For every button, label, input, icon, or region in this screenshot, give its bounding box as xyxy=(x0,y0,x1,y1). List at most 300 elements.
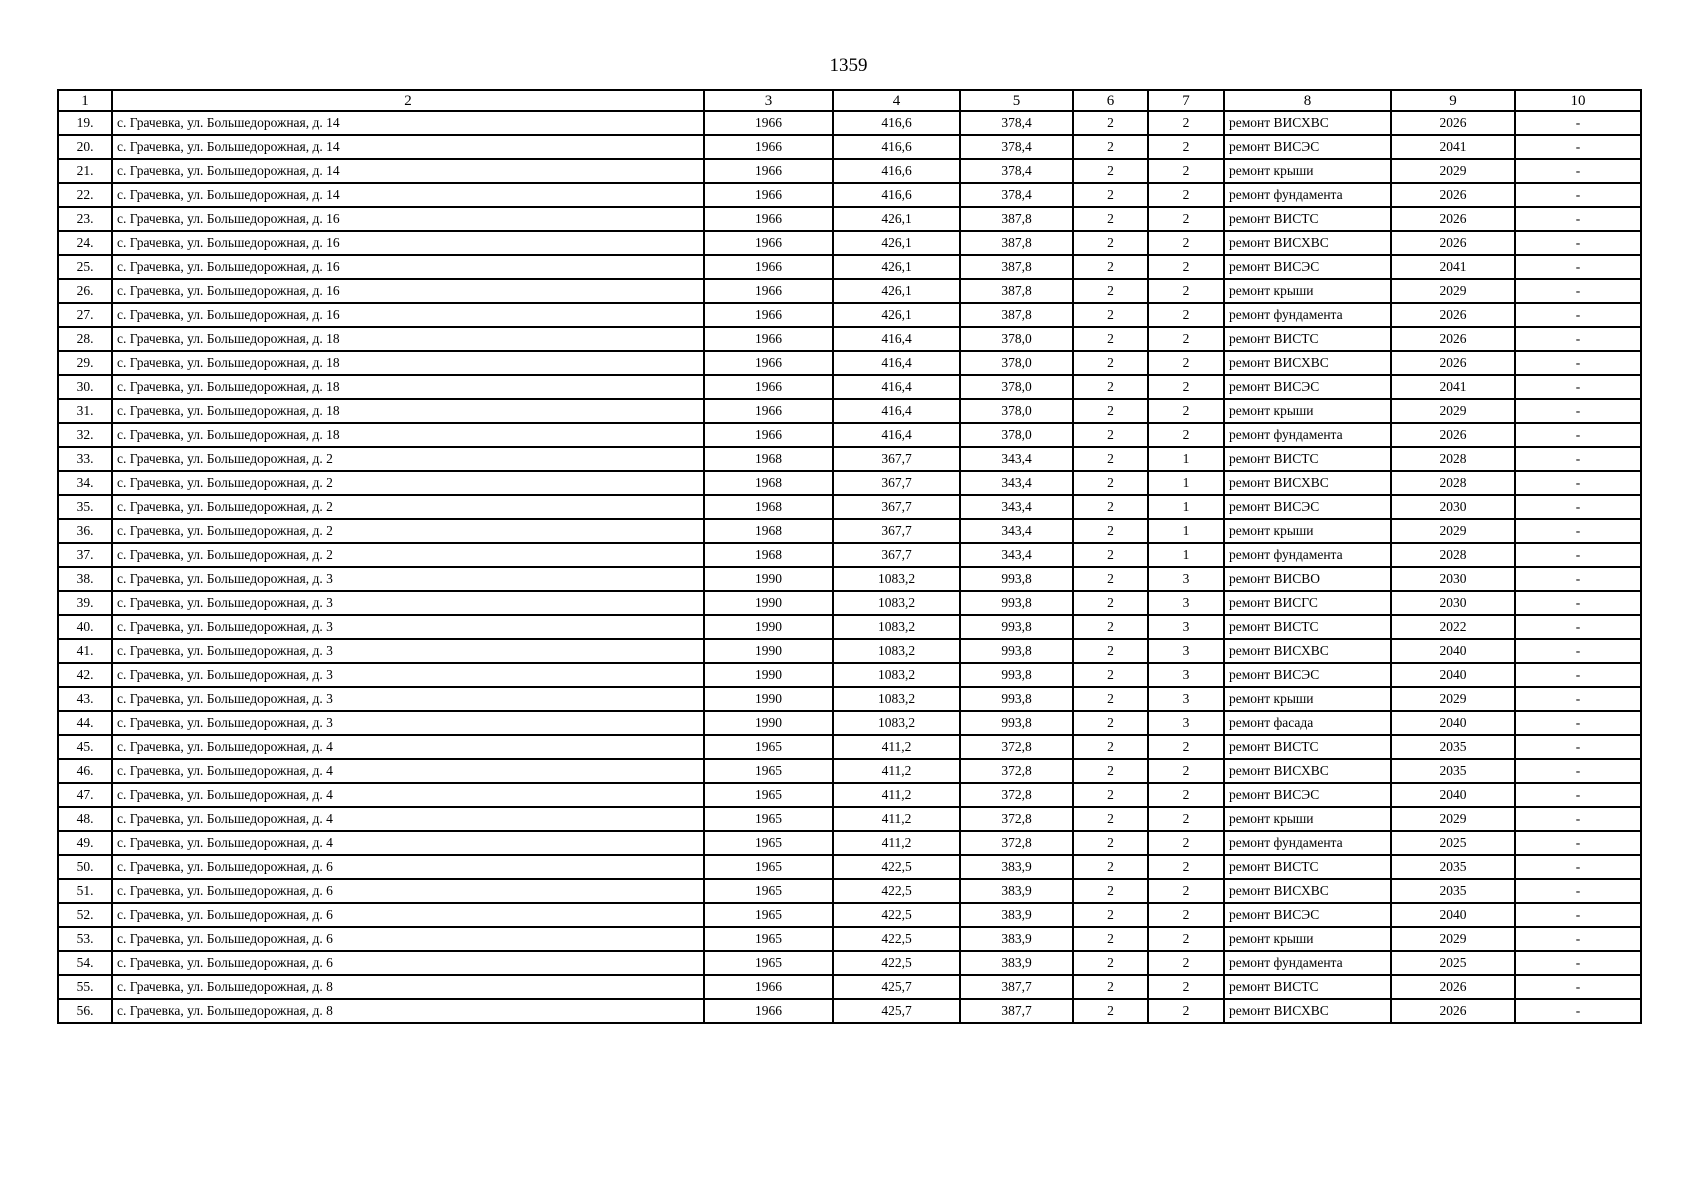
address-cell: с. Грачевка, ул. Большедорожная, д. 14 xyxy=(112,159,704,183)
note-cell: - xyxy=(1515,111,1641,135)
total-area-cell: 416,4 xyxy=(833,351,960,375)
note-cell: - xyxy=(1515,903,1641,927)
entrances-cell: 3 xyxy=(1148,567,1224,591)
column-header: 1 xyxy=(58,90,112,111)
column-header: 9 xyxy=(1391,90,1515,111)
planned-year-cell: 2030 xyxy=(1391,591,1515,615)
entrances-cell: 2 xyxy=(1148,327,1224,351)
planned-year-cell: 2028 xyxy=(1391,543,1515,567)
floors-cell: 2 xyxy=(1073,663,1148,687)
living-area-cell: 378,0 xyxy=(960,351,1073,375)
build-year-cell: 1965 xyxy=(704,783,833,807)
entrances-cell: 3 xyxy=(1148,687,1224,711)
address-cell: с. Грачевка, ул. Большедорожная, д. 16 xyxy=(112,303,704,327)
row-number-cell: 40. xyxy=(58,615,112,639)
planned-year-cell: 2026 xyxy=(1391,183,1515,207)
table-body xyxy=(58,111,1641,1023)
build-year-cell: 1965 xyxy=(704,879,833,903)
row-number-cell: 30. xyxy=(58,375,112,399)
repair-type-cell: ремонт фундамента xyxy=(1224,423,1391,447)
planned-year-cell: 2026 xyxy=(1391,303,1515,327)
planned-year-cell: 2026 xyxy=(1391,423,1515,447)
living-area-cell: 993,8 xyxy=(960,567,1073,591)
note-cell: - xyxy=(1515,375,1641,399)
floors-cell: 2 xyxy=(1073,807,1148,831)
total-area-cell: 411,2 xyxy=(833,831,960,855)
repair-type-cell: ремонт фундамента xyxy=(1224,831,1391,855)
build-year-cell: 1968 xyxy=(704,447,833,471)
table-row xyxy=(58,567,1641,591)
total-area-cell: 425,7 xyxy=(833,975,960,999)
table-row xyxy=(58,543,1641,567)
row-number-cell: 29. xyxy=(58,351,112,375)
row-number-cell: 48. xyxy=(58,807,112,831)
total-area-cell: 1083,2 xyxy=(833,687,960,711)
address-cell: с. Грачевка, ул. Большедорожная, д. 4 xyxy=(112,735,704,759)
floors-cell: 2 xyxy=(1073,447,1148,471)
row-number-cell: 52. xyxy=(58,903,112,927)
build-year-cell: 1968 xyxy=(704,495,833,519)
repair-type-cell: ремонт ВИСЭС xyxy=(1224,495,1391,519)
planned-year-cell: 2030 xyxy=(1391,567,1515,591)
note-cell: - xyxy=(1515,711,1641,735)
planned-year-cell: 2025 xyxy=(1391,951,1515,975)
address-cell: с. Грачевка, ул. Большедорожная, д. 2 xyxy=(112,519,704,543)
column-header: 6 xyxy=(1073,90,1148,111)
address-cell: с. Грачевка, ул. Большедорожная, д. 6 xyxy=(112,879,704,903)
build-year-cell: 1965 xyxy=(704,759,833,783)
registry-table xyxy=(57,89,1642,1024)
note-cell: - xyxy=(1515,831,1641,855)
planned-year-cell: 2022 xyxy=(1391,615,1515,639)
living-area-cell: 383,9 xyxy=(960,903,1073,927)
address-cell: с. Грачевка, ул. Большедорожная, д. 16 xyxy=(112,255,704,279)
entrances-cell: 2 xyxy=(1148,279,1224,303)
living-area-cell: 343,4 xyxy=(960,447,1073,471)
table-row xyxy=(58,471,1641,495)
living-area-cell: 383,9 xyxy=(960,927,1073,951)
total-area-cell: 367,7 xyxy=(833,543,960,567)
table-row xyxy=(58,447,1641,471)
total-area-cell: 422,5 xyxy=(833,951,960,975)
table-row xyxy=(58,207,1641,231)
living-area-cell: 372,8 xyxy=(960,759,1073,783)
entrances-cell: 2 xyxy=(1148,255,1224,279)
total-area-cell: 426,1 xyxy=(833,279,960,303)
address-cell: с. Грачевка, ул. Большедорожная, д. 4 xyxy=(112,831,704,855)
address-cell: с. Грачевка, ул. Большедорожная, д. 4 xyxy=(112,807,704,831)
row-number-cell: 44. xyxy=(58,711,112,735)
planned-year-cell: 2040 xyxy=(1391,663,1515,687)
column-header: 5 xyxy=(960,90,1073,111)
note-cell: - xyxy=(1515,615,1641,639)
repair-type-cell: ремонт ВИСТС xyxy=(1224,975,1391,999)
note-cell: - xyxy=(1515,927,1641,951)
note-cell: - xyxy=(1515,735,1641,759)
entrances-cell: 2 xyxy=(1148,231,1224,255)
note-cell: - xyxy=(1515,303,1641,327)
planned-year-cell: 2040 xyxy=(1391,711,1515,735)
entrances-cell: 2 xyxy=(1148,375,1224,399)
living-area-cell: 372,8 xyxy=(960,831,1073,855)
address-cell: с. Грачевка, ул. Большедорожная, д. 8 xyxy=(112,975,704,999)
note-cell: - xyxy=(1515,975,1641,999)
row-number-cell: 50. xyxy=(58,855,112,879)
repair-type-cell: ремонт ВИСТС xyxy=(1224,855,1391,879)
repair-type-cell: ремонт фасада xyxy=(1224,711,1391,735)
living-area-cell: 378,4 xyxy=(960,183,1073,207)
floors-cell: 2 xyxy=(1073,975,1148,999)
living-area-cell: 383,9 xyxy=(960,879,1073,903)
entrances-cell: 3 xyxy=(1148,711,1224,735)
note-cell: - xyxy=(1515,783,1641,807)
repair-type-cell: ремонт ВИСЭС xyxy=(1224,663,1391,687)
address-cell: с. Грачевка, ул. Большедорожная, д. 6 xyxy=(112,855,704,879)
floors-cell: 2 xyxy=(1073,423,1148,447)
entrances-cell: 2 xyxy=(1148,975,1224,999)
row-number-cell: 35. xyxy=(58,495,112,519)
floors-cell: 2 xyxy=(1073,159,1148,183)
living-area-cell: 387,8 xyxy=(960,255,1073,279)
total-area-cell: 416,6 xyxy=(833,183,960,207)
floors-cell: 2 xyxy=(1073,903,1148,927)
living-area-cell: 372,8 xyxy=(960,807,1073,831)
table-row xyxy=(58,615,1641,639)
note-cell: - xyxy=(1515,759,1641,783)
entrances-cell: 1 xyxy=(1148,471,1224,495)
row-number-cell: 33. xyxy=(58,447,112,471)
floors-cell: 2 xyxy=(1073,135,1148,159)
note-cell: - xyxy=(1515,351,1641,375)
build-year-cell: 1966 xyxy=(704,975,833,999)
row-number-cell: 31. xyxy=(58,399,112,423)
floors-cell: 2 xyxy=(1073,543,1148,567)
build-year-cell: 1966 xyxy=(704,423,833,447)
planned-year-cell: 2026 xyxy=(1391,207,1515,231)
address-cell: с. Грачевка, ул. Большедорожная, д. 4 xyxy=(112,759,704,783)
floors-cell: 2 xyxy=(1073,375,1148,399)
repair-type-cell: ремонт ВИСГС xyxy=(1224,591,1391,615)
planned-year-cell: 2026 xyxy=(1391,351,1515,375)
entrances-cell: 2 xyxy=(1148,759,1224,783)
address-cell: с. Грачевка, ул. Большедорожная, д. 16 xyxy=(112,207,704,231)
total-area-cell: 416,6 xyxy=(833,135,960,159)
note-cell: - xyxy=(1515,135,1641,159)
address-cell: с. Грачевка, ул. Большедорожная, д. 16 xyxy=(112,279,704,303)
floors-cell: 2 xyxy=(1073,519,1148,543)
living-area-cell: 993,8 xyxy=(960,711,1073,735)
row-number-cell: 42. xyxy=(58,663,112,687)
address-cell: с. Грачевка, ул. Большедорожная, д. 14 xyxy=(112,135,704,159)
planned-year-cell: 2041 xyxy=(1391,135,1515,159)
total-area-cell: 1083,2 xyxy=(833,711,960,735)
repair-type-cell: ремонт крыши xyxy=(1224,159,1391,183)
table-row xyxy=(58,687,1641,711)
row-number-cell: 46. xyxy=(58,759,112,783)
note-cell: - xyxy=(1515,231,1641,255)
repair-type-cell: ремонт крыши xyxy=(1224,279,1391,303)
row-number-cell: 39. xyxy=(58,591,112,615)
note-cell: - xyxy=(1515,639,1641,663)
table-row xyxy=(58,255,1641,279)
table-row xyxy=(58,423,1641,447)
address-cell: с. Грачевка, ул. Большедорожная, д. 3 xyxy=(112,567,704,591)
column-header: 3 xyxy=(704,90,833,111)
row-number-cell: 25. xyxy=(58,255,112,279)
address-cell: с. Грачевка, ул. Большедорожная, д. 2 xyxy=(112,543,704,567)
repair-type-cell: ремонт ВИСТС xyxy=(1224,207,1391,231)
row-number-cell: 53. xyxy=(58,927,112,951)
table-row xyxy=(58,111,1641,135)
total-area-cell: 1083,2 xyxy=(833,591,960,615)
table-row xyxy=(58,231,1641,255)
repair-type-cell: ремонт крыши xyxy=(1224,687,1391,711)
floors-cell: 2 xyxy=(1073,999,1148,1023)
total-area-cell: 1083,2 xyxy=(833,663,960,687)
note-cell: - xyxy=(1515,663,1641,687)
entrances-cell: 2 xyxy=(1148,351,1224,375)
entrances-cell: 2 xyxy=(1148,951,1224,975)
repair-type-cell: ремонт крыши xyxy=(1224,927,1391,951)
planned-year-cell: 2026 xyxy=(1391,975,1515,999)
table-row xyxy=(58,735,1641,759)
note-cell: - xyxy=(1515,567,1641,591)
row-number-cell: 22. xyxy=(58,183,112,207)
repair-type-cell: ремонт крыши xyxy=(1224,519,1391,543)
entrances-cell: 3 xyxy=(1148,615,1224,639)
living-area-cell: 993,8 xyxy=(960,639,1073,663)
repair-type-cell: ремонт крыши xyxy=(1224,399,1391,423)
total-area-cell: 411,2 xyxy=(833,783,960,807)
note-cell: - xyxy=(1515,423,1641,447)
build-year-cell: 1966 xyxy=(704,327,833,351)
total-area-cell: 426,1 xyxy=(833,231,960,255)
planned-year-cell: 2028 xyxy=(1391,471,1515,495)
row-number-cell: 49. xyxy=(58,831,112,855)
total-area-cell: 422,5 xyxy=(833,855,960,879)
repair-type-cell: ремонт ВИСХВС xyxy=(1224,999,1391,1023)
column-header: 8 xyxy=(1224,90,1391,111)
floors-cell: 2 xyxy=(1073,711,1148,735)
column-header: 4 xyxy=(833,90,960,111)
living-area-cell: 378,0 xyxy=(960,375,1073,399)
build-year-cell: 1990 xyxy=(704,663,833,687)
table-row xyxy=(58,399,1641,423)
entrances-cell: 2 xyxy=(1148,735,1224,759)
build-year-cell: 1966 xyxy=(704,207,833,231)
total-area-cell: 367,7 xyxy=(833,495,960,519)
living-area-cell: 372,8 xyxy=(960,783,1073,807)
entrances-cell: 1 xyxy=(1148,543,1224,567)
repair-type-cell: ремонт ВИСХВС xyxy=(1224,759,1391,783)
total-area-cell: 367,7 xyxy=(833,447,960,471)
row-number-cell: 41. xyxy=(58,639,112,663)
note-cell: - xyxy=(1515,855,1641,879)
total-area-cell: 1083,2 xyxy=(833,567,960,591)
row-number-cell: 23. xyxy=(58,207,112,231)
row-number-cell: 43. xyxy=(58,687,112,711)
table-row xyxy=(58,927,1641,951)
note-cell: - xyxy=(1515,207,1641,231)
planned-year-cell: 2025 xyxy=(1391,831,1515,855)
build-year-cell: 1966 xyxy=(704,375,833,399)
address-cell: с. Грачевка, ул. Большедорожная, д. 3 xyxy=(112,711,704,735)
note-cell: - xyxy=(1515,495,1641,519)
living-area-cell: 993,8 xyxy=(960,663,1073,687)
build-year-cell: 1990 xyxy=(704,615,833,639)
total-area-cell: 416,6 xyxy=(833,111,960,135)
living-area-cell: 387,7 xyxy=(960,999,1073,1023)
build-year-cell: 1966 xyxy=(704,255,833,279)
address-cell: с. Грачевка, ул. Большедорожная, д. 16 xyxy=(112,231,704,255)
planned-year-cell: 2040 xyxy=(1391,903,1515,927)
planned-year-cell: 2029 xyxy=(1391,519,1515,543)
row-number-cell: 24. xyxy=(58,231,112,255)
entrances-cell: 3 xyxy=(1148,639,1224,663)
planned-year-cell: 2026 xyxy=(1391,327,1515,351)
entrances-cell: 2 xyxy=(1148,831,1224,855)
planned-year-cell: 2026 xyxy=(1391,999,1515,1023)
repair-type-cell: ремонт ВИСХВС xyxy=(1224,231,1391,255)
floors-cell: 2 xyxy=(1073,951,1148,975)
table-row xyxy=(58,375,1641,399)
row-number-cell: 54. xyxy=(58,951,112,975)
row-number-cell: 20. xyxy=(58,135,112,159)
repair-type-cell: ремонт фундамента xyxy=(1224,183,1391,207)
table-row xyxy=(58,663,1641,687)
note-cell: - xyxy=(1515,471,1641,495)
build-year-cell: 1968 xyxy=(704,519,833,543)
row-number-cell: 38. xyxy=(58,567,112,591)
row-number-cell: 21. xyxy=(58,159,112,183)
living-area-cell: 387,8 xyxy=(960,279,1073,303)
total-area-cell: 422,5 xyxy=(833,903,960,927)
row-number-cell: 32. xyxy=(58,423,112,447)
floors-cell: 2 xyxy=(1073,495,1148,519)
address-cell: с. Грачевка, ул. Большедорожная, д. 2 xyxy=(112,495,704,519)
column-header: 10 xyxy=(1515,90,1641,111)
address-cell: с. Грачевка, ул. Большедорожная, д. 14 xyxy=(112,111,704,135)
table-row xyxy=(58,879,1641,903)
address-cell: с. Грачевка, ул. Большедорожная, д. 3 xyxy=(112,591,704,615)
entrances-cell: 1 xyxy=(1148,447,1224,471)
repair-type-cell: ремонт ВИСТС xyxy=(1224,327,1391,351)
note-cell: - xyxy=(1515,279,1641,303)
repair-type-cell: ремонт ВИСХВС xyxy=(1224,879,1391,903)
note-cell: - xyxy=(1515,951,1641,975)
build-year-cell: 1990 xyxy=(704,567,833,591)
note-cell: - xyxy=(1515,255,1641,279)
living-area-cell: 383,9 xyxy=(960,855,1073,879)
table-row xyxy=(58,183,1641,207)
table-row xyxy=(58,855,1641,879)
repair-type-cell: ремонт ВИСТС xyxy=(1224,615,1391,639)
build-year-cell: 1968 xyxy=(704,543,833,567)
table-row xyxy=(58,639,1641,663)
table-row xyxy=(58,975,1641,999)
entrances-cell: 2 xyxy=(1148,855,1224,879)
living-area-cell: 993,8 xyxy=(960,591,1073,615)
address-cell: с. Грачевка, ул. Большедорожная, д. 18 xyxy=(112,327,704,351)
total-area-cell: 416,4 xyxy=(833,399,960,423)
build-year-cell: 1965 xyxy=(704,807,833,831)
address-cell: с. Грачевка, ул. Большедорожная, д. 4 xyxy=(112,783,704,807)
floors-cell: 2 xyxy=(1073,231,1148,255)
table-row xyxy=(58,495,1641,519)
floors-cell: 2 xyxy=(1073,255,1148,279)
entrances-cell: 1 xyxy=(1148,495,1224,519)
planned-year-cell: 2029 xyxy=(1391,279,1515,303)
note-cell: - xyxy=(1515,879,1641,903)
entrances-cell: 2 xyxy=(1148,807,1224,831)
address-cell: с. Грачевка, ул. Большедорожная, д. 18 xyxy=(112,351,704,375)
floors-cell: 2 xyxy=(1073,183,1148,207)
planned-year-cell: 2035 xyxy=(1391,735,1515,759)
floors-cell: 2 xyxy=(1073,591,1148,615)
floors-cell: 2 xyxy=(1073,639,1148,663)
note-cell: - xyxy=(1515,327,1641,351)
living-area-cell: 993,8 xyxy=(960,615,1073,639)
table-row xyxy=(58,807,1641,831)
build-year-cell: 1968 xyxy=(704,471,833,495)
living-area-cell: 343,4 xyxy=(960,471,1073,495)
total-area-cell: 411,2 xyxy=(833,807,960,831)
row-number-cell: 45. xyxy=(58,735,112,759)
floors-cell: 2 xyxy=(1073,279,1148,303)
build-year-cell: 1966 xyxy=(704,279,833,303)
table-row xyxy=(58,999,1641,1023)
row-number-cell: 56. xyxy=(58,999,112,1023)
entrances-cell: 2 xyxy=(1148,111,1224,135)
floors-cell: 2 xyxy=(1073,327,1148,351)
total-area-cell: 426,1 xyxy=(833,207,960,231)
address-cell: с. Грачевка, ул. Большедорожная, д. 18 xyxy=(112,423,704,447)
address-cell: с. Грачевка, ул. Большедорожная, д. 3 xyxy=(112,615,704,639)
build-year-cell: 1966 xyxy=(704,351,833,375)
entrances-cell: 2 xyxy=(1148,423,1224,447)
floors-cell: 2 xyxy=(1073,927,1148,951)
row-number-cell: 26. xyxy=(58,279,112,303)
table-row xyxy=(58,951,1641,975)
repair-type-cell: ремонт ВИСЭС xyxy=(1224,903,1391,927)
living-area-cell: 372,8 xyxy=(960,735,1073,759)
build-year-cell: 1965 xyxy=(704,855,833,879)
planned-year-cell: 2026 xyxy=(1391,111,1515,135)
repair-type-cell: ремонт ВИСТС xyxy=(1224,735,1391,759)
entrances-cell: 3 xyxy=(1148,591,1224,615)
repair-type-cell: ремонт ВИСЭС xyxy=(1224,375,1391,399)
total-area-cell: 416,4 xyxy=(833,375,960,399)
total-area-cell: 416,4 xyxy=(833,327,960,351)
living-area-cell: 378,0 xyxy=(960,327,1073,351)
table-row xyxy=(58,519,1641,543)
build-year-cell: 1965 xyxy=(704,903,833,927)
build-year-cell: 1966 xyxy=(704,999,833,1023)
repair-type-cell: ремонт ВИСХВС xyxy=(1224,351,1391,375)
total-area-cell: 422,5 xyxy=(833,927,960,951)
repair-type-cell: ремонт ВИСТС xyxy=(1224,447,1391,471)
entrances-cell: 2 xyxy=(1148,303,1224,327)
total-area-cell: 425,7 xyxy=(833,999,960,1023)
floors-cell: 2 xyxy=(1073,471,1148,495)
address-cell: с. Грачевка, ул. Большедорожная, д. 6 xyxy=(112,927,704,951)
build-year-cell: 1990 xyxy=(704,711,833,735)
build-year-cell: 1966 xyxy=(704,183,833,207)
living-area-cell: 343,4 xyxy=(960,519,1073,543)
row-number-cell: 28. xyxy=(58,327,112,351)
repair-type-cell: ремонт ВИСХВС xyxy=(1224,111,1391,135)
repair-type-cell: ремонт ВИСЭС xyxy=(1224,135,1391,159)
